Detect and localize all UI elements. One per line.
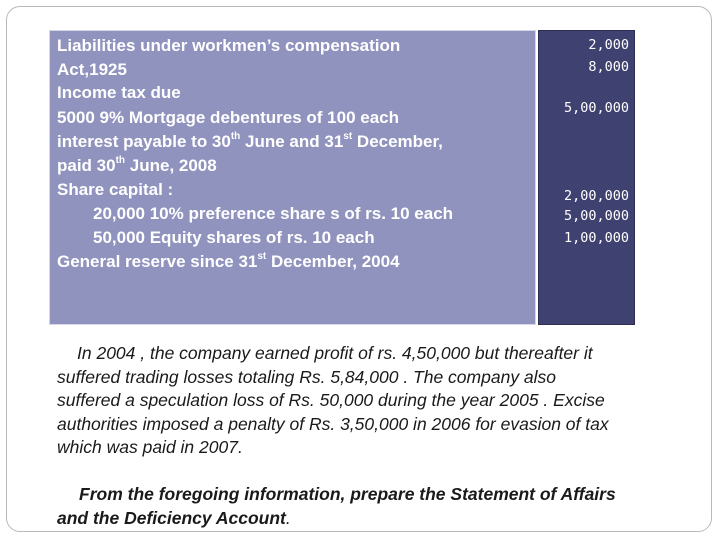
liability-item: Act,1925 — [57, 60, 127, 79]
liability-item: 5000 9% Mortgage debentures of 100 each — [57, 108, 400, 127]
liability-item: Income tax due — [57, 83, 181, 102]
liability-item: Share capital : — [57, 180, 174, 199]
superscript: st — [257, 251, 267, 263]
liability-text: General reserve since 31 — [57, 252, 258, 271]
amount-value: 2,00,000 — [563, 188, 629, 204]
liability-item: Liabilities under workmen’s compensation — [57, 36, 401, 55]
amount-value: 1,00,000 — [563, 230, 629, 246]
amount-value: 2,000 — [588, 37, 629, 53]
liability-item — [57, 250, 400, 274]
liability-text: interest payable to 30 — [57, 132, 231, 151]
liability-item: 50,000 Equity shares of rs. 10 each — [93, 228, 375, 247]
amount-value: 5,00,000 — [563, 100, 629, 116]
liability-item — [57, 154, 217, 178]
liability-item — [57, 130, 443, 154]
liability-text: June, 2008 — [125, 156, 217, 175]
paragraph-text: In 2004 , the company earned profit of rs. 4,50,000 but thereafter it suffered trading losses totaling Rs. 5,84,000 . The company also suffered a speculation loss of Rs. 50,000 during the year 2005 . Excise authorities imposed a penalty of Rs. 3,50,000 in 2006 for evasion of tax which was paid in 2007. — [57, 343, 609, 457]
liability-text: June and 31 — [240, 132, 344, 151]
liability-text: December, 2004 — [266, 252, 400, 271]
superscript: th — [230, 131, 241, 143]
liability-text: December, — [352, 132, 443, 151]
superscript: th — [115, 155, 126, 167]
amount-value: 8,000 — [588, 59, 629, 75]
amount-value: 5,00,000 — [563, 208, 629, 224]
liability-item: 20,000 10% preference share s of rs. 10 each — [93, 204, 454, 223]
liability-text: paid 30 — [57, 156, 116, 175]
task-period: . — [285, 508, 291, 528]
superscript: st — [343, 131, 353, 143]
task-text: From the foregoing information, prepare the Statement of Affairs and the Deficiency Account — [57, 484, 616, 528]
task-instruction — [57, 482, 637, 530]
case-paragraph — [57, 342, 617, 460]
